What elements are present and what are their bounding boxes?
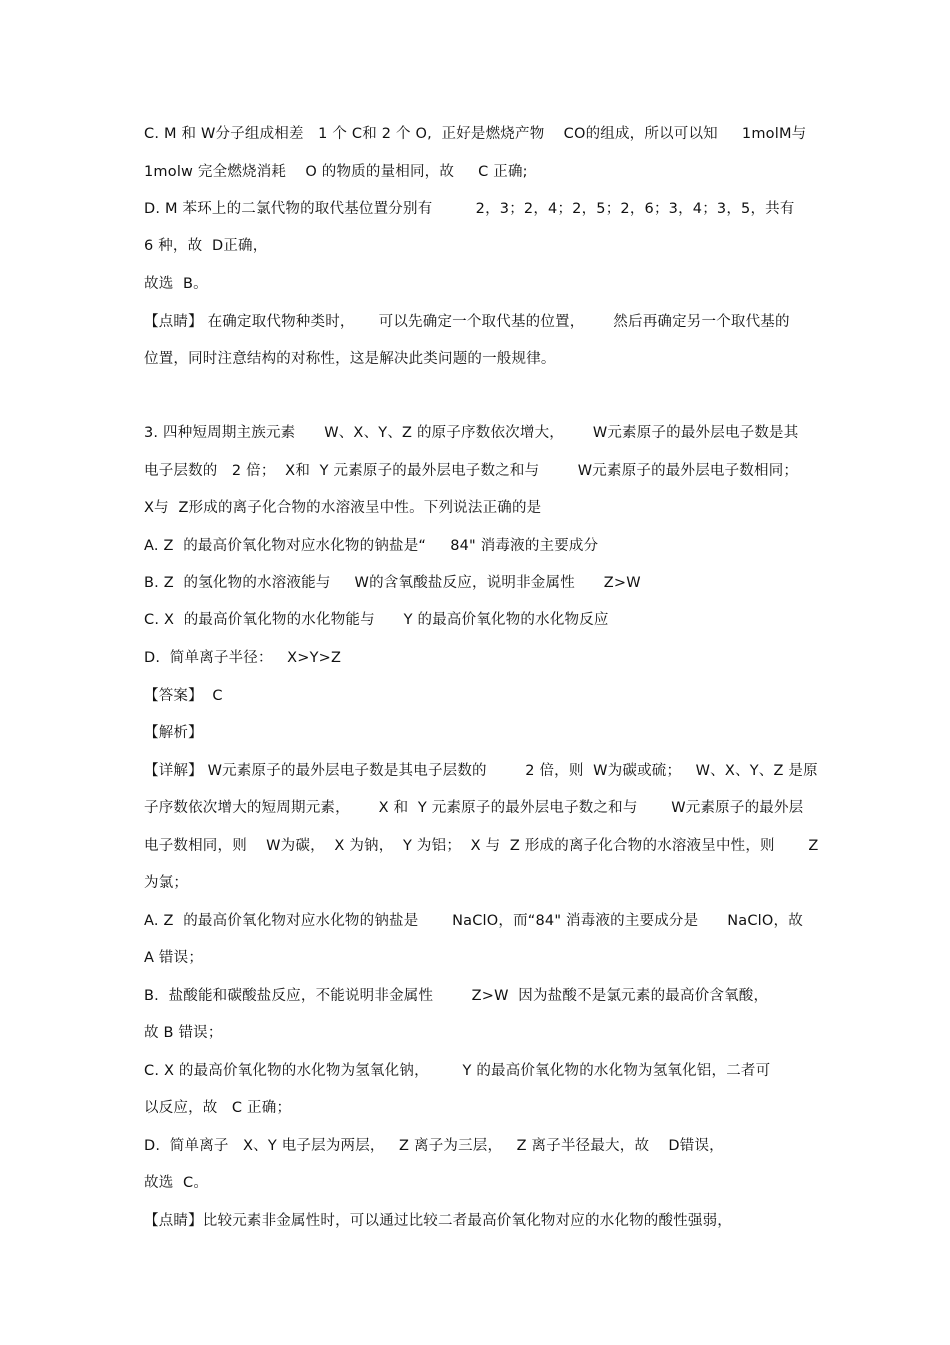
text-line: 1molw 完全燃烧消耗 O 的物质的量相同，故 C 正确; [144, 164, 528, 180]
text-line: 为氯； [144, 875, 189, 891]
text-line: 【点睛】 在确定取代物种类时， 可以先确定一个取代基的位置， 然后再确定另一个取代基的 [144, 314, 790, 330]
question-stem: X与 Z形成的离子化合物的水溶液呈中性。下列说法正确的是 [144, 500, 542, 516]
answer-label: 【答案】 C [144, 688, 223, 704]
text-line: 位置，同时注意结构的对称性，这是解决此类问题的一般规律。 [144, 351, 556, 367]
text-line: 【点睛】比较元素非金属性时，可以通过比较二者最高价氧化物对应的水化物的酸性强弱， [144, 1213, 732, 1229]
text-line: 【详解】 W元素原子的最外层电子数是其电子层数的 2 倍，则 W为碳或硫； W、X、Y、Z 是原 [144, 763, 818, 779]
text-line: 故选 C。 [144, 1175, 209, 1191]
text-line: C. X 的最高价氧化物的水化物为氢氧化钠， Y 的最高价氧化物的水化物为氢氧化铝，二者可 [144, 1063, 771, 1079]
option-a: A. Z 的最高价氧化物对应水化物的钠盐是“ 84" 消毒液的主要成分 [144, 538, 599, 554]
option-c: C. X 的最高价氧化物的水化物能与 Y 的最高价氧化物的水化物反应 [144, 612, 609, 628]
text-line: D. 简单离子 X、Y 电子层为两层， Z 离子为三层， Z 离子半径最大，故 D错误， [144, 1138, 724, 1154]
text-line: C. M 和 W分子组成相差 1 个 C和 2 个 O, 正好是燃烧产物 CO的组成，所以可以知 1molM与 [144, 126, 807, 142]
text-line: 故选 B。 [144, 276, 208, 292]
option-b: B. Z 的氢化物的水溶液能与 W的含氧酸盐反应，说明非金属性 Z>W [144, 575, 641, 591]
option-d: D. 简单离子半径： X>Y>Z [144, 650, 342, 666]
text-line: B. 盐酸能和碳酸盐反应，不能说明非金属性 Z>W 因为盐酸不是氯元素的最高价含氧酸， [144, 988, 769, 1004]
question-stem: 3. 四种短周期主族元素 W、X、Y、Z 的原子序数依次增大， W元素原子的最外层电子数是其 [144, 425, 799, 441]
question-stem: 电子层数的 2 倍； X和 Y 元素原子的最外层电子数之和与 W元素原子的最外层电子数相同； [144, 463, 799, 479]
text-line: A. Z 的最高价氧化物对应水化物的钠盐是 NaClO，而“84" 消毒液的主要成分是 NaClO，故 [144, 913, 803, 929]
text-line: 故 B 错误； [144, 1025, 223, 1041]
analysis-label: 【解析】 [144, 725, 203, 741]
text-line: 6 种，故 D正确， [144, 238, 268, 254]
text-line: 子序数依次增大的短周期元素， X 和 Y 元素原子的最外层电子数之和与 W元素原子的最外层 [144, 800, 804, 816]
text-line: A 错误； [144, 950, 204, 966]
text-line: D. M 苯环上的二氯代物的取代基位置分别有 2，3；2，4；2，5；2，6；3，4；3，5，共有 [144, 201, 795, 217]
text-line: 以反应，故 C 正确； [144, 1100, 292, 1116]
text-line: 电子数相同，则 W为碳， X 为钠， Y 为铝； X 与 Z 形成的离子化合物的水溶液呈中性，则 Z [144, 838, 819, 854]
